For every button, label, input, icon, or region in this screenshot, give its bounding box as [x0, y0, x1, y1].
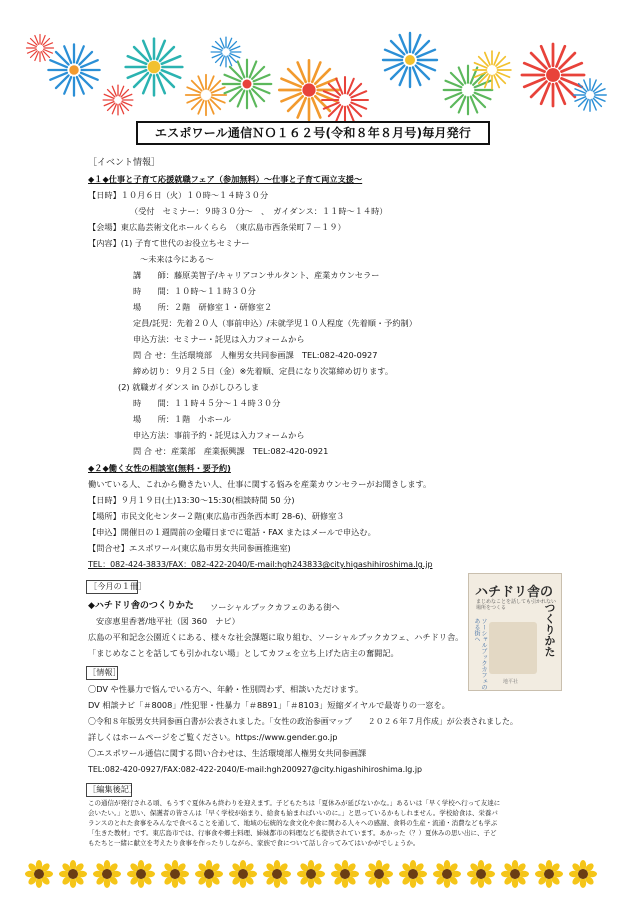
book-cover-title: ハチドリ舎の	[475, 585, 554, 600]
newsletter-title: エスポワール通信ＮＯ１６２号(令和８年８月号)毎月発行	[136, 121, 490, 145]
sunflower-icon	[467, 860, 495, 888]
guidance-contact: 問 合 せ：産業部 産業振興課 TEL:082-420-0921	[133, 446, 329, 456]
event1-date: 【日時】１０月６日（火）１０時～１４時３０分	[88, 190, 269, 200]
sunflower-icon	[25, 860, 53, 888]
sunflower-icon	[399, 860, 427, 888]
guidance-time: 時 間：１１時４５分～１４時３０分	[133, 398, 281, 408]
sunflower-icon	[297, 860, 325, 888]
guidance-place: 場 所：１階 小ホール	[133, 414, 232, 424]
event2-heading: ◆２◆働く女性の相談室(無料・要予約)	[88, 463, 231, 473]
event-info-heading: ［イベント情報］	[88, 158, 161, 168]
sunflower-row	[0, 855, 634, 895]
postscript-line-2: 会いたい。」と思い、保護者の皆さんは「早く学校が始まり、給食も始まればいいのに。」と思っているかもしれません。学校給食は、栄養バ	[88, 809, 498, 817]
firework-4	[103, 85, 133, 115]
event1-content-title: 【内容】(1) 子育て世代のお役立ちセミナー	[88, 238, 250, 248]
event2-apply: 【申込】開催日の１週間前の金曜日までに電話・FAX またはメールで申込む。	[88, 527, 376, 537]
firework-7	[211, 37, 241, 67]
firework-6	[223, 60, 272, 109]
sunflower-icon	[127, 860, 155, 888]
event1-contact: 問 合 せ：生活環境部 人権男女共同参画課 TEL:082-420-0927	[133, 350, 378, 360]
event1-guidance-title: (2) 就職ガイダンス in ひがしひろしま	[118, 382, 260, 392]
info-line-2: DV 相談ナビ「＃8008」/性犯罪・性暴力「＃8891」「＃8103」短縮ダイヤルで最寄りの一窓を。	[88, 700, 450, 710]
book-label: ［今月の１冊］	[89, 581, 147, 591]
event1-capacity: 定員/託児：先着２０人（事前申込）/未就学児１０人程度（先着順・予約制）	[133, 318, 417, 328]
event1-apply: 申込方法：セミナー・託児は入力フォームから	[133, 334, 305, 344]
event2-date: 【日時】９月１９日(土)13:30～15:30(相談時間 50 分)	[88, 495, 295, 505]
sunflower-icon	[433, 860, 461, 888]
sunflower-icon	[569, 860, 597, 888]
fireworks-decoration	[0, 0, 634, 122]
event1-place: 場 所：２階 研修室１・研修室２	[133, 302, 273, 312]
firework-9	[322, 77, 368, 122]
event1-time: 時 間：１０時～１１時３０分	[133, 286, 256, 296]
postscript-line-5: もたちと一緒に献立を考えたり食事を作ったりしながら、家族で食について話し合ってみてはいかがでしょうか。	[88, 839, 420, 847]
sunflower-icon	[263, 860, 291, 888]
book-cover-sub: まじめなことを話しても引かれない場所をつくる	[476, 599, 557, 611]
event1-heading: ◆１◆仕事と子育て応援就職フェア（参加無料）～仕事と子育て両立支援～	[88, 174, 363, 184]
info-line-3: 〇令和８年版男女共同参画白書が公表されました。「女性の政治参画マップ ２０２６年７月作成」が公表されました。	[88, 717, 518, 726]
firework-12	[473, 51, 511, 89]
firework-1	[48, 44, 99, 95]
sunflower-icon	[195, 860, 223, 888]
sunflower-icon	[93, 860, 121, 888]
info-line-6: TEL:082-420-0927/FAX:082-422-2040/E-mail:hgh200927@city.higashihiroshima.lg.jp	[88, 765, 423, 774]
firework-8	[279, 60, 338, 119]
book-cover-side: ソーシャルブックカフェのある街へ	[473, 618, 487, 690]
sunflower-icon	[331, 860, 359, 888]
firework-13	[522, 44, 584, 106]
sunflower-icon	[229, 860, 257, 888]
event1-reception: （受付 セミナー：９時３０分～ 、 ガイダンス：１１時～１４時）	[130, 206, 388, 216]
event1-venue: 【会場】東広島芸術文化ホールくらら （東広島市西条栄町７－１９）	[88, 222, 346, 232]
sunflower-icon	[161, 860, 189, 888]
sunflower-icon	[59, 860, 87, 888]
book-cover-vertical-title: つくりかた	[543, 602, 556, 657]
info-line-4: 詳しくはホームページをご覧ください。https://www.gender.go.jp	[88, 732, 338, 742]
book-desc-2: 「まじめなことを話しても引かれない場」としてカフェを立ち上げた店主の奮闘記。	[88, 648, 399, 658]
event2-place: 【場所】市民文化センター２階(東広島市西条西本町 28-6)、研修室３	[88, 511, 345, 521]
postscript-line-1: この通信が発行される頃、もうすぐ夏休みも終わりを迎えます。子どもたちは「夏休みが延びないかな。」あるいは「早く学校へ行って友達に	[88, 799, 501, 807]
event2-contact: 【問合せ】エスポワール(東広島市男女共同参画推進室)	[88, 543, 291, 553]
event1-content-subtitle: ～未来は今にある～	[140, 254, 214, 264]
book-cover-illustration	[489, 622, 537, 674]
firework-14	[574, 79, 606, 111]
firework-5	[186, 75, 227, 116]
firework-2	[27, 35, 54, 62]
postscript-line-3: ランスのとれた食事をみんなで食べることを通して、地域の伝統的な食文化や食に関わる人々への感謝、食料の生産・流通・消費なども学ぶ	[88, 819, 498, 827]
firework-3	[126, 39, 183, 96]
postscript-line-4: 「生きた教材」です。東広島市では、行事食や郷土料理、姉妹都市の料理なども提供されています。あかった（？）夏休みの思い出に、子ど	[88, 829, 497, 837]
info-line-5: 〇エスポワール通信に関する問い合わせは、生活環境部人権男女共同参画課	[88, 748, 367, 758]
sunflower-icon	[535, 860, 563, 888]
event1-lecturer: 講 師：藤原美智子/キャリアコンサルタント、産業カウンセラー	[133, 270, 380, 280]
event1-deadline: 締め切り：９月２５日（金）※先着順、定員になり次第締め切ります。	[133, 366, 394, 376]
guidance-apply: 申込方法：事前予約・託児は入力フォームから	[133, 430, 305, 440]
event2-tel: TEL：082-424-3833/FAX：082-422-2040/E-mail:hgh243833@city.higashihiroshima.lg.jp	[88, 560, 433, 569]
book-title: ◆ハチドリ舎のつくりかた	[88, 601, 194, 611]
sunflower-icon	[501, 860, 529, 888]
book-subtitle: ソーシャルブックカフェのある街へ	[210, 602, 340, 612]
book-cover	[468, 573, 562, 691]
book-author: 安彦恵里香著/地平社（図 360 ナビ）	[96, 616, 240, 626]
info-line-1: 〇DV や性暴力で悩んでいる方へ、年齢・性別問わず、相談いただけます。	[88, 684, 364, 694]
postscript-label: ［編集後記］	[88, 784, 138, 794]
book-cover-publisher: 地平社	[503, 679, 519, 685]
sunflower-icon	[365, 860, 393, 888]
firework-10	[383, 33, 437, 87]
book-desc-1: 広島の平和記念公園近くにある、様々な社会課題に取り組む、ソーシャルブックカフェ、ハチドリ舎。	[88, 632, 464, 642]
event2-intro: 働いている人、これから働きたい人、仕事に関する悩みを産業カウンセラーがお聞きします。	[88, 479, 432, 489]
info-label: ［情報］	[88, 667, 121, 677]
